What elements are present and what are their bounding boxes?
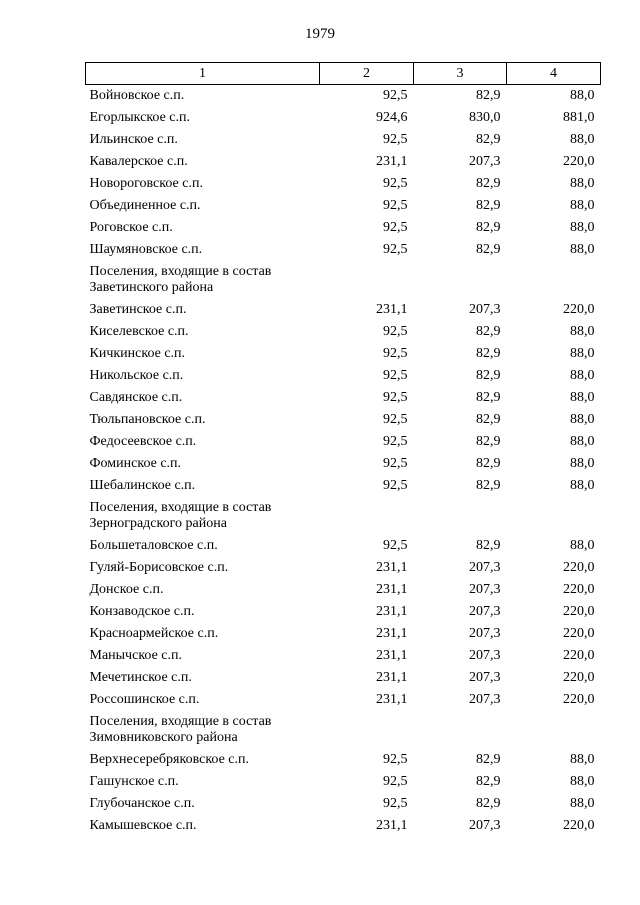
column-3-value-cell: 207,3 (469, 302, 501, 317)
settlement-name-cell: Донское с.п. (89, 582, 164, 597)
settlement-name-cell: Мечетинское с.п. (89, 670, 192, 685)
column-3-value-cell: 82,9 (476, 434, 501, 449)
column-2-value-cell: 231,1 (376, 604, 408, 619)
table-row (86, 645, 601, 667)
settlement-name-cell: Войновское с.п. (89, 88, 185, 103)
column-3-value-cell: 207,3 (469, 626, 501, 641)
table-row (86, 299, 601, 321)
settlement-name-cell: Большеталовское с.п. (89, 538, 218, 553)
empty-cell (414, 711, 507, 749)
column-2-value-cell: 92,5 (383, 774, 408, 789)
settlement-name-cell: Роговское с.п. (89, 220, 173, 235)
column-4-value-cell: 88,0 (570, 774, 595, 789)
column-2-value-cell: 92,5 (383, 538, 408, 553)
column-4-value-cell: 88,0 (570, 176, 595, 191)
settlement-name-cell: Киселевское с.п. (89, 324, 189, 339)
column-2-value-cell: 92,5 (383, 752, 408, 767)
column-4-value-cell: 88,0 (570, 220, 595, 235)
column-4-value-cell: 88,0 (570, 412, 595, 427)
table-row (86, 579, 601, 601)
empty-cell (507, 711, 601, 749)
column-2-value-cell: 92,5 (383, 368, 408, 383)
settlement-name-cell: Заветинское с.п. (89, 302, 187, 317)
column-2-value-cell: 92,5 (383, 412, 408, 427)
column-3-value-cell: 82,9 (476, 456, 501, 471)
column-3-value-cell: 82,9 (476, 88, 501, 103)
page-number: 1979 (305, 26, 335, 42)
header-row (86, 63, 601, 85)
column-2-value-cell: 231,1 (376, 582, 408, 597)
column-4-value-cell: 88,0 (570, 752, 595, 767)
column-3-value-cell: 82,9 (476, 796, 501, 811)
table-row (86, 689, 601, 711)
table-row (86, 453, 601, 475)
table-row (86, 107, 601, 129)
settlement-name-cell: Гуляй-Борисовское с.п. (89, 560, 229, 575)
column-2-value-cell: 92,5 (383, 796, 408, 811)
table-row (86, 431, 601, 453)
settlement-name-cell: Фоминское с.п. (89, 456, 182, 471)
column-3-value-cell: 207,3 (469, 648, 501, 663)
column-4-value-cell: 220,0 (563, 604, 595, 619)
group-heading: Поселения, входящие в состав Заветинского района (89, 264, 272, 295)
column-4-value-cell: 220,0 (563, 302, 595, 317)
column-3-value-cell: 82,9 (476, 538, 501, 553)
settlement-name-cell: Красноармейское с.п. (89, 626, 219, 641)
settlement-name-cell: Савдянское с.п. (89, 390, 183, 405)
settlement-name-cell: Тюльпановское с.п. (89, 412, 206, 427)
column-3-value-cell: 82,9 (476, 132, 501, 147)
column-4-value-cell: 220,0 (563, 582, 595, 597)
column-2-value-cell: 92,5 (383, 478, 408, 493)
table-body (86, 85, 601, 838)
column-3-value-cell: 207,3 (469, 818, 501, 833)
column-4-value-cell: 88,0 (570, 198, 595, 213)
column-2-value-cell: 231,1 (376, 154, 408, 169)
settlement-name-cell: Шаумяновское с.п. (89, 242, 203, 257)
table-row (86, 217, 601, 239)
column-4-value-cell: 88,0 (570, 390, 595, 405)
settlement-name-cell: Глубочанское с.п. (89, 796, 195, 811)
table-header (86, 63, 601, 85)
settlement-name-cell: Кавалерское с.п. (89, 154, 188, 169)
column-3-value-cell: 82,9 (476, 324, 501, 339)
empty-cell (414, 497, 507, 535)
column-4-value-cell: 88,0 (570, 242, 595, 257)
empty-cell (507, 497, 601, 535)
table-row (86, 771, 601, 793)
column-4-value-cell: 88,0 (570, 456, 595, 471)
column-2-value-cell: 231,1 (376, 302, 408, 317)
table-row (86, 557, 601, 579)
table-row (86, 129, 601, 151)
column-3-value-cell: 207,3 (469, 670, 501, 685)
table-row (86, 85, 601, 108)
settlement-name-cell: Россошинское с.п. (89, 692, 200, 707)
table-row (86, 749, 601, 771)
column-4-value-cell: 220,0 (563, 818, 595, 833)
group-heading: Поселения, входящие в состав Зерноградского района (89, 500, 272, 531)
column-2-value-cell: 231,1 (376, 670, 408, 685)
settlement-name-cell: Егорлыкское с.п. (89, 110, 191, 125)
column-2-value-cell: 92,5 (383, 242, 408, 257)
table-row (86, 387, 601, 409)
column-4-value-cell: 220,0 (563, 560, 595, 575)
table-row (86, 321, 601, 343)
column-4-value-cell: 88,0 (570, 324, 595, 339)
settlement-name-cell: Гашунское с.п. (89, 774, 179, 789)
column-3-value-cell: 82,9 (476, 752, 501, 767)
table-row (86, 195, 601, 217)
settlement-name-cell: Кичкинское с.п. (89, 346, 186, 361)
column-2-value-cell: 92,5 (383, 176, 408, 191)
table-row (86, 601, 601, 623)
column-2-value-cell: 231,1 (376, 626, 408, 641)
column-2-value-cell: 92,5 (383, 88, 408, 103)
settlement-name-cell: Камышевское с.п. (89, 818, 197, 833)
table-row (86, 239, 601, 261)
column-4-value-cell: 220,0 (563, 648, 595, 663)
table-row (86, 151, 601, 173)
column-header-2: 2 (320, 63, 414, 85)
empty-cell (320, 261, 414, 299)
column-2-value-cell: 231,1 (376, 818, 408, 833)
group-heading-row (86, 711, 601, 749)
column-3-value-cell: 207,3 (469, 582, 501, 597)
column-2-value-cell: 92,5 (383, 132, 408, 147)
table-row (86, 173, 601, 195)
column-3-value-cell: 207,3 (469, 560, 501, 575)
table-row (86, 667, 601, 689)
group-heading: Поселения, входящие в состав Зимовниковского района (89, 714, 272, 745)
column-3-value-cell: 82,9 (476, 242, 501, 257)
column-4-value-cell: 88,0 (570, 368, 595, 383)
empty-cell (320, 497, 414, 535)
column-2-value-cell: 924,6 (376, 110, 408, 125)
settlement-name-cell: Новороговское с.п. (89, 176, 203, 191)
column-2-value-cell: 92,5 (383, 346, 408, 361)
column-3-value-cell: 82,9 (476, 220, 501, 235)
column-4-value-cell: 88,0 (570, 346, 595, 361)
column-3-value-cell: 82,9 (476, 198, 501, 213)
settlement-name-cell: Верхнесеребряковское с.п. (89, 752, 249, 767)
group-heading-row (86, 497, 601, 535)
settlement-name-cell: Ильинское с.п. (89, 132, 178, 147)
column-3-value-cell: 82,9 (476, 390, 501, 405)
table-row (86, 623, 601, 645)
column-3-value-cell: 82,9 (476, 774, 501, 789)
table-row (86, 365, 601, 387)
column-header-3: 3 (414, 63, 507, 85)
settlement-name-cell: Объединенное с.п. (89, 198, 201, 213)
column-3-value-cell: 830,0 (469, 110, 501, 125)
column-3-value-cell: 82,9 (476, 176, 501, 191)
column-4-value-cell: 88,0 (570, 434, 595, 449)
column-3-value-cell: 207,3 (469, 692, 501, 707)
table-row (86, 409, 601, 431)
column-2-value-cell: 92,5 (383, 434, 408, 449)
column-4-value-cell: 88,0 (570, 132, 595, 147)
column-2-value-cell: 92,5 (383, 390, 408, 405)
empty-cell (320, 711, 414, 749)
settlement-name-cell: Никольское с.п. (89, 368, 184, 383)
column-2-value-cell: 231,1 (376, 560, 408, 575)
column-4-value-cell: 88,0 (570, 796, 595, 811)
column-2-value-cell: 92,5 (383, 324, 408, 339)
column-4-value-cell: 88,0 (570, 538, 595, 553)
column-3-value-cell: 207,3 (469, 604, 501, 619)
table-row (86, 343, 601, 365)
column-3-value-cell: 82,9 (476, 368, 501, 383)
column-3-value-cell: 82,9 (476, 412, 501, 427)
column-3-value-cell: 82,9 (476, 478, 501, 493)
column-3-value-cell: 207,3 (469, 154, 501, 169)
table-row (86, 793, 601, 815)
group-heading-row (86, 261, 601, 299)
column-2-value-cell: 92,5 (383, 456, 408, 471)
settlement-name-cell: Конзаводское с.п. (89, 604, 195, 619)
column-2-value-cell: 92,5 (383, 220, 408, 235)
column-header-4: 4 (507, 63, 601, 85)
settlement-name-cell: Шебалинское с.п. (89, 478, 196, 493)
table-row (86, 475, 601, 497)
column-4-value-cell: 220,0 (563, 626, 595, 641)
column-4-value-cell: 220,0 (563, 154, 595, 169)
column-4-value-cell: 220,0 (563, 670, 595, 685)
empty-cell (414, 261, 507, 299)
column-4-value-cell: 881,0 (563, 110, 595, 125)
column-4-value-cell: 220,0 (563, 692, 595, 707)
table-row (86, 535, 601, 557)
settlement-name-cell: Манычское с.п. (89, 648, 182, 663)
column-3-value-cell: 82,9 (476, 346, 501, 361)
column-2-value-cell: 92,5 (383, 198, 408, 213)
empty-cell (507, 261, 601, 299)
column-4-value-cell: 88,0 (570, 478, 595, 493)
column-header-1: 1 (86, 63, 320, 85)
settlement-name-cell: Федосеевское с.п. (89, 434, 197, 449)
column-2-value-cell: 231,1 (376, 648, 408, 663)
column-2-value-cell: 231,1 (376, 692, 408, 707)
data-table (85, 62, 601, 837)
column-4-value-cell: 88,0 (570, 88, 595, 103)
table-row (86, 815, 601, 837)
